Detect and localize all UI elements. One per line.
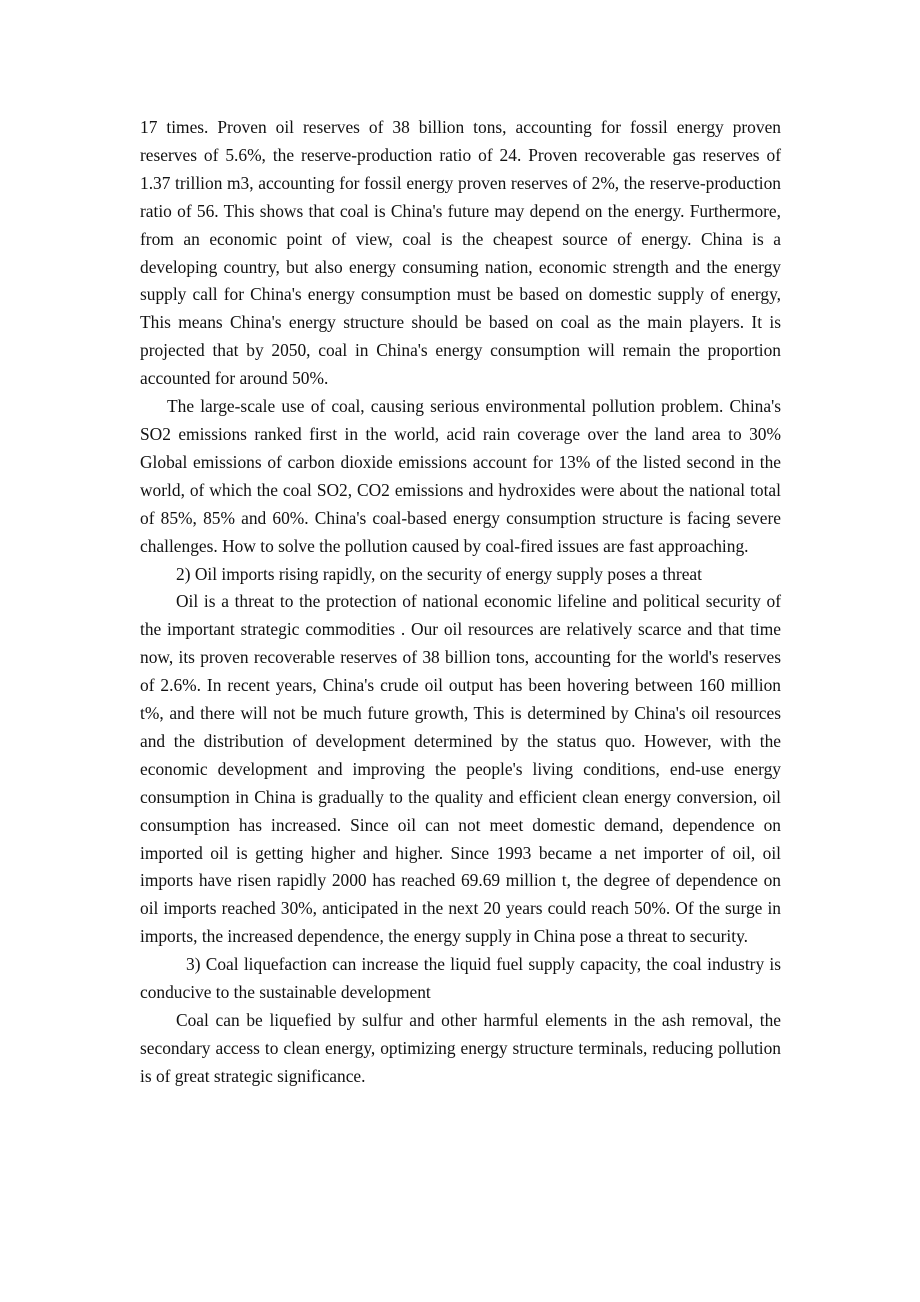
heading-coal-liquefaction: 3) Coal liquefaction can increase the liquid fuel supply capacity, the coal industry is conducive to the sustainable development (140, 954, 781, 1003)
paragraph-coal-reserves: 17 times. Proven oil reserves of 38 billion tons, accounting for fossil energy proven reserves of 5.6%, the reserve-production ratio of 24. Proven recoverable gas reserves of 1.37 trillion m3, accounting for fossil energy proven reserves of 2%, the reserve-production ratio of 56. This shows that coal is China's future may depend on the energy. Furthermore, from an economic point of view, coal is the cheapest source of energy. China is a developing country, but also energy consuming nation, economic strength and the energy supply call for China's energy consumption must be based on domestic supply of energy, This means China's energy structure should be based on coal as the main players. It is projected that by 2050, coal in China's energy consumption will remain the proportion accounted for around 50%. (140, 117, 781, 389)
paragraph-coal-pollution: The large-scale use of coal, causing serious environmental pollution problem. China's SO2 emissions ranked first in the world, acid rain coverage over the land area to 30% Global emissions of carbon dioxide emissions account for 13% of the listed second in the world, of which the coal SO2, CO2 emissions and hydroxides were about the national total of 85%, 85% and 60%. China's coal-based energy consumption structure is facing severe challenges. How to solve the pollution caused by coal-fired issues are fast approaching. (140, 396, 781, 556)
document-page (140, 114, 781, 1091)
paragraph-oil-security: Oil is a threat to the protection of national economic lifeline and political security of the important strategic commodities . Our oil resources are relatively scarce and that time now, its proven recoverable reserves of 38 billion tons, accounting for the world's reserves of 2.6%. In recent years, China's crude oil output has been hovering between 160 million t%, and there will not be much future growth, This is determined by China's oil resources and the distribution of development determined by the status quo. However, with the economic development and improving the people's living conditions, end-use energy consumption in China is gradually to the quality and efficient clean energy conversion, oil consumption has increased. Since oil can not meet domestic demand, dependence on imported oil is getting higher and higher. Since 1993 became a net importer of oil, oil imports have risen rapidly 2000 has reached 69.69 million t, the degree of dependence on oil imports reached 30%, anticipated in the next 20 years could reach 50%. Of the surge in imports, the increased dependence, the energy supply in China pose a threat to security. (140, 591, 781, 947)
heading-oil-imports: 2) Oil imports rising rapidly, on the security of energy supply poses a threat (176, 563, 702, 584)
paragraph-coal-liquefaction: Coal can be liquefied by sulfur and other harmful elements in the ash removal, the secondary access to clean energy, optimizing energy structure terminals, reducing pollution is of great strategic significance. (140, 1010, 781, 1086)
